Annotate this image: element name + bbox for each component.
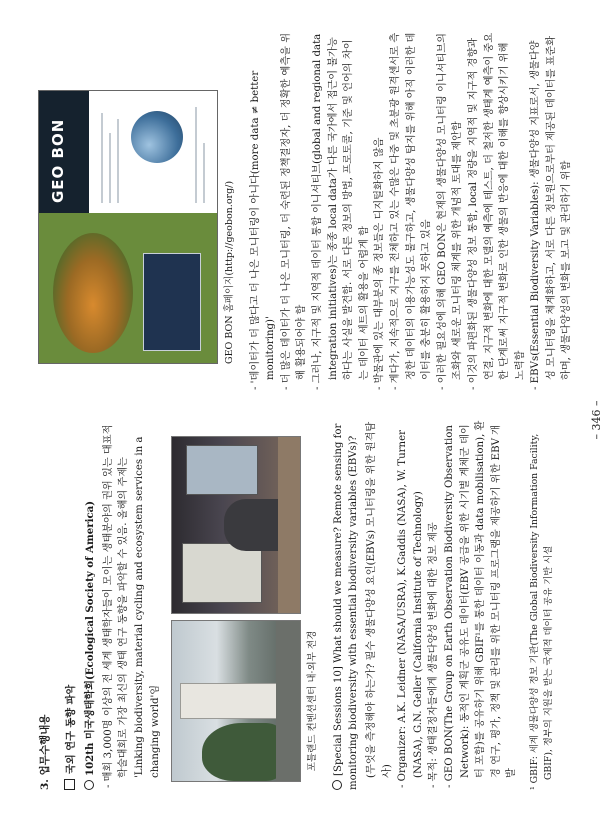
section-title: 3. 업무수행내용 (39, 714, 51, 790)
geobon-text: - GEO BON(The Group on Earth Observation Biodiversity Observation Network): 동적인 계획군 공유도 데이터(EBV 공급을 위한 시기별 계체군 데이터 포함)를 공유하기 위해 GBIF¹를 통한 데이터 이동과 data mobilisation), 환경 연구, 평가, 정책 및 관리를 위한 모니터링 프로그램을 제공하기 위한 EBV 개발 (443, 420, 518, 788)
bullet-better-monitoring: - 더 많은 데이터가 더 나은 모니터링, 더 숙련된 정책결정자, 더 정확한 예측을 위해 활용되어야 함 (280, 32, 308, 390)
session-title (331, 418, 362, 790)
photo-captions (305, 418, 321, 782)
session-subtitle: (무엇을 측정해야 하는가? 필수 생물다양성 요인(EBVs) 모니터링을 위한 원격탐사) (365, 421, 393, 778)
purpose-text: - 목적: 생태결정자들에게 생물다양성 변화에 대한 정보 제공 (428, 522, 440, 788)
photo-row (171, 418, 301, 782)
bullet-remote-sensing: - 게다가, 지속적으로 지구를 전체하고 있는 수많은 다중 및 초분광 원격센서로 측정한 데이터의 이용가능성도 불구하고, 생물다양성 탐지를 위해 아직 이러한 데이터를 충분히 활용하지 못하고 있음 (389, 32, 433, 390)
bullet-geobon-framework: - 이러한 필요성에 의해 GEO BON은 현재의 생물다양성 모니터링 이니셔티브의 조화와 새로운 모니터링 체계를 위한 개념적 토대를 제안함 (436, 32, 464, 390)
left-column (38, 418, 556, 790)
convention-center-interior-photo (171, 436, 301, 614)
circle-bullet-icon (84, 780, 94, 790)
convention-center-exterior-photo (171, 620, 301, 782)
bullet-museum: - 박물관에 있는 대부분의 종 정보들은 디지털화하지 않음 (374, 137, 386, 390)
conference-description: - 매회 3,000명 이상의 전 세계 생태학자들이 모이는 생태분야의 권위 있는 대표적 학술대회로 가장 최신의 생태 연구 동향을 파악할 수 있음. 올해의 주제는 'Linking biodiversity, material cycling and ecosystem services in a changing world'임 (102, 424, 161, 788)
page-number: – 346 – (590, 400, 603, 440)
item-title-text: 102th 미국생태학회(Ecological Society of America) (84, 500, 97, 776)
bullet-more-data: - '데이터가 더 많다고 더 나은 모니터링이 아니다(more data ≠ better monitoring)' (249, 70, 277, 390)
right-column (38, 32, 575, 392)
bullet-ebvs: - EBVs(Essential Biodiversity Variables): 생물다양성 지표로서, 생물다양성 모니터링을 체계화하고, 서로 다른 정보원으로부터 제공된 데이터를 표준화하며, 생물다양성의 변화를 보고 및 관리하기 위함 (530, 35, 573, 390)
session-title-text: [Special Sessions 10] What should we measure? Remote sensing for monitoring biodiversity with essential biodiversity variables (EBVs)? (332, 423, 360, 790)
geobon-logo: GEO BON (49, 118, 67, 203)
item-title (83, 418, 99, 790)
globe-icon (131, 111, 183, 163)
screenshot-caption: GEO BON 홈페이지(http://geobon.org/) (224, 180, 235, 364)
geobon-website-screenshot (38, 90, 218, 364)
footnote: ¹ GBIF: 세계 생물다양성 정보 기관(The Global Biodiversity Information Facility, GBIF), 정부의 지원을 받는 국제적 데이터 공유 기반 시설 (528, 433, 554, 790)
section-heading (64, 418, 80, 790)
organizer-text: - Organizer: A.K. Leidner (NASA/USRA), K.Gaddis (NASA), W. Turner (NASA), G.N. Geller (California Institute of Technology) (397, 430, 424, 788)
circle-bullet-icon (332, 780, 342, 790)
heading-text: 국외 연구 동향 파악 (64, 684, 77, 774)
bullet-integration-goals: - 이것의 파편화된 생물다양성 정보 통합, local 정량을 지역적 및 지구적 경향과 연결, 지구적 변화에 대한 모델의 예측에 테스트, 더 철저한 생태계 예측이 중요한 단계로써 지구적 변화로 인한 생물의 반응에 대한 이해를 향상시키기 위해 노력함 (467, 32, 526, 390)
checkbox-square-icon (64, 779, 75, 790)
chameleon-image (53, 233, 133, 353)
bullet-data-integration: - 그러나, 지구적 및 지역적 데이터 통합 이니셔티브(global and regional data integration initiatives)는 종종 local data가 다른 국가에서 접근이 불가능하다는 사실을 발견함. 서로 다른 정보의 방법, 프로토콜, 기준 및 언어의 차이는 데이터 세트의 활용을 어렵게 함 (311, 33, 370, 390)
photo-caption: 포틀랜드 컨벤션센터 내·외부 전경 (307, 630, 319, 772)
